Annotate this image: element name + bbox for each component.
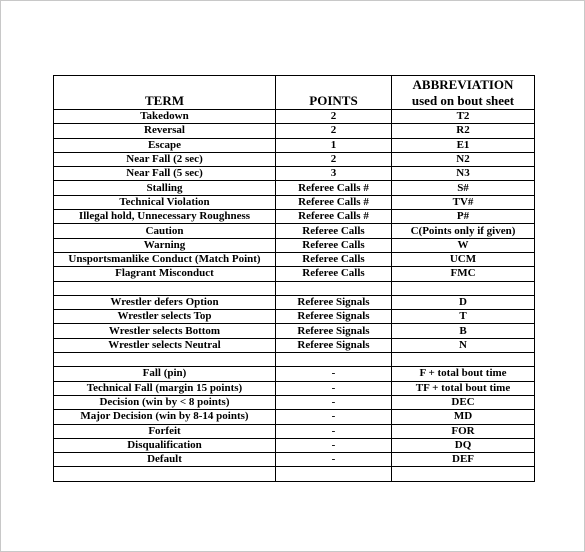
term-cell (54, 467, 276, 481)
points-cell: Referee Calls # (276, 181, 392, 195)
points-cell: 2 (276, 110, 392, 124)
table-row (54, 381, 535, 395)
table-row (54, 181, 535, 195)
points-cell: Referee Calls (276, 238, 392, 252)
term-cell: Illegal hold, Unnecessary Roughness (54, 210, 276, 224)
table-header-row (54, 76, 535, 110)
term-cell (54, 281, 276, 295)
points-cell (276, 353, 392, 367)
points-cell: Referee Calls (276, 267, 392, 281)
points-cell (276, 467, 392, 481)
abbreviation-cell: S# (392, 181, 535, 195)
term-cell: Stalling (54, 181, 276, 195)
table-row (54, 167, 535, 181)
term-cell: Decision (win by < 8 points) (54, 395, 276, 409)
term-cell: Takedown (54, 110, 276, 124)
abbreviation-cell: T (392, 310, 535, 324)
abbreviation-cell: UCM (392, 252, 535, 266)
table-row (54, 338, 535, 352)
table-row (54, 324, 535, 338)
term-cell: Wrestler selects Neutral (54, 338, 276, 352)
abbreviation-cell: P# (392, 210, 535, 224)
abbreviation-cell: FOR (392, 424, 535, 438)
table-row (54, 438, 535, 452)
table-row (54, 310, 535, 324)
abbreviation-cell: T2 (392, 110, 535, 124)
term-cell: Default (54, 453, 276, 467)
points-cell: - (276, 381, 392, 395)
abbreviation-cell (392, 353, 535, 367)
points-cell: Referee Calls (276, 224, 392, 238)
term-cell: Near Fall (2 sec) (54, 152, 276, 166)
points-cell: 2 (276, 152, 392, 166)
term-cell: Reversal (54, 124, 276, 138)
points-cell: - (276, 410, 392, 424)
abbreviation-cell: N3 (392, 167, 535, 181)
term-cell: Major Decision (win by 8-14 points) (54, 410, 276, 424)
abbreviation-cell (392, 281, 535, 295)
abbreviation-column-header (392, 76, 535, 110)
term-cell: Technical Violation (54, 195, 276, 209)
table-body (54, 110, 535, 482)
term-cell: Wrestler selects Top (54, 310, 276, 324)
table-row (54, 195, 535, 209)
term-cell: Near Fall (5 sec) (54, 167, 276, 181)
abbreviation-cell (392, 467, 535, 481)
table-row (54, 410, 535, 424)
table-row (54, 367, 535, 381)
points-cell: Referee Signals (276, 295, 392, 309)
term-cell: Forfeit (54, 424, 276, 438)
table-row (54, 295, 535, 309)
abbreviation-cell: DQ (392, 438, 535, 452)
term-cell: Fall (pin) (54, 367, 276, 381)
abbreviation-cell: D (392, 295, 535, 309)
table-row (54, 353, 535, 367)
abbreviation-cell: W (392, 238, 535, 252)
points-cell: 2 (276, 124, 392, 138)
points-cell: - (276, 395, 392, 409)
points-cell: - (276, 424, 392, 438)
points-cell: 1 (276, 138, 392, 152)
abbreviation-cell: DEF (392, 453, 535, 467)
points-column-header: POINTS (276, 76, 392, 110)
table-row (54, 467, 535, 481)
points-cell: - (276, 438, 392, 452)
table-row (54, 110, 535, 124)
abbreviation-cell: MD (392, 410, 535, 424)
abbreviation-cell: B (392, 324, 535, 338)
abbreviation-cell: FMC (392, 267, 535, 281)
table-row (54, 238, 535, 252)
abbreviation-cell: DEC (392, 395, 535, 409)
term-column-header: TERM (54, 76, 276, 110)
points-cell: Referee Calls # (276, 210, 392, 224)
term-cell: Escape (54, 138, 276, 152)
abbreviation-cell: TF + total bout time (392, 381, 535, 395)
abbreviation-header-line1: ABBREVIATION (412, 77, 514, 92)
term-cell: Flagrant Misconduct (54, 267, 276, 281)
abbreviation-cell: N (392, 338, 535, 352)
points-cell: Referee Signals (276, 310, 392, 324)
points-cell: 3 (276, 167, 392, 181)
points-cell: - (276, 453, 392, 467)
term-cell: Disqualification (54, 438, 276, 452)
table-row (54, 210, 535, 224)
abbreviation-cell: F + total bout time (392, 367, 535, 381)
table-row (54, 124, 535, 138)
abbreviation-cell: C(Points only if given) (392, 224, 535, 238)
table-row (54, 152, 535, 166)
abbreviation-header-line2: used on bout sheet (411, 93, 515, 108)
table-row (54, 252, 535, 266)
term-cell: Unsportsmanlike Conduct (Match Point) (54, 252, 276, 266)
abbreviation-cell: N2 (392, 152, 535, 166)
abbreviation-cell: E1 (392, 138, 535, 152)
term-cell: Wrestler selects Bottom (54, 324, 276, 338)
table-row (54, 138, 535, 152)
points-cell (276, 281, 392, 295)
term-cell: Technical Fall (margin 15 points) (54, 381, 276, 395)
points-cell: - (276, 367, 392, 381)
wrestling-terms-table (53, 75, 535, 482)
table-row (54, 395, 535, 409)
points-cell: Referee Calls (276, 252, 392, 266)
table-row (54, 267, 535, 281)
table-row (54, 424, 535, 438)
term-cell: Warning (54, 238, 276, 252)
term-cell (54, 353, 276, 367)
points-cell: Referee Signals (276, 324, 392, 338)
term-cell: Wrestler defers Option (54, 295, 276, 309)
points-cell: Referee Calls # (276, 195, 392, 209)
table-row (54, 453, 535, 467)
table-row (54, 224, 535, 238)
abbreviation-cell: R2 (392, 124, 535, 138)
points-cell: Referee Signals (276, 338, 392, 352)
table-row (54, 281, 535, 295)
term-cell: Caution (54, 224, 276, 238)
abbreviation-cell: TV# (392, 195, 535, 209)
